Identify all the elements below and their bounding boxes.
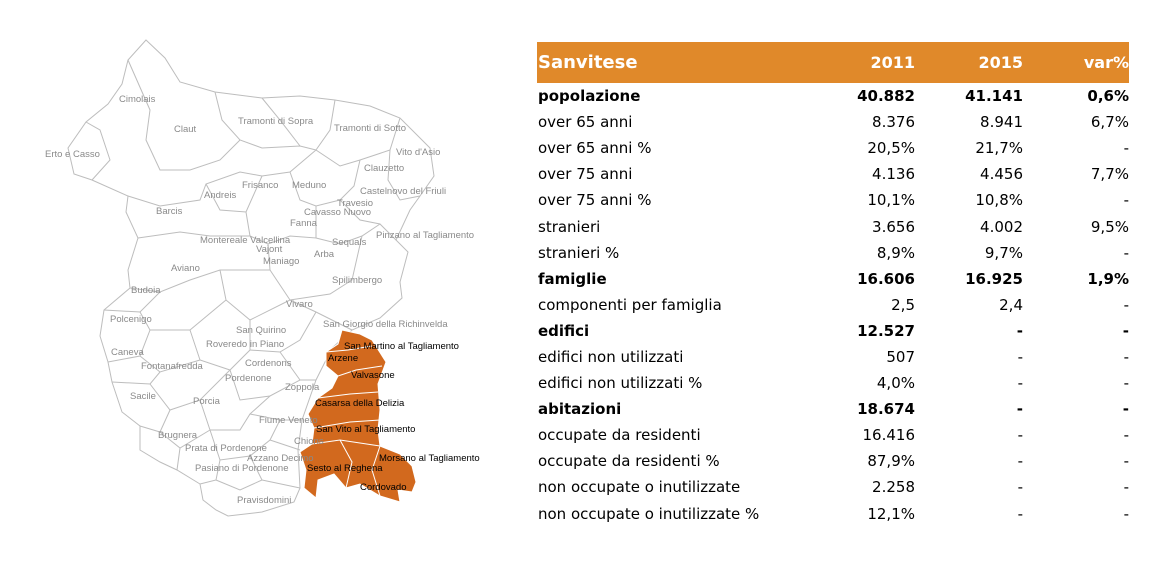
row-var-percent: -	[1123, 504, 1129, 523]
map-label-montereale: Montereale Valcellina	[200, 235, 291, 246]
row-value-2015: -	[1016, 321, 1023, 340]
map-label-san-martino: San Martino al Tagliamento	[344, 341, 459, 352]
map-label-cavasso: Cavasso Nuovo	[304, 207, 372, 218]
row-label: stranieri	[538, 217, 601, 236]
row-value-2011: 16.416	[862, 426, 915, 445]
row-value-2011: 507	[886, 347, 915, 366]
row-label: occupate da residenti %	[538, 452, 720, 471]
map-label-pravisdomini: Pravisdomini	[237, 495, 292, 506]
map-label-brugnera: Brugnera	[158, 430, 198, 441]
map-label-spilimbergo: Spilimbergo	[332, 275, 383, 286]
table-row	[537, 344, 1129, 370]
row-var-percent: -	[1122, 321, 1129, 340]
row-label: edifici	[538, 321, 590, 340]
row-label: over 65 anni %	[538, 139, 652, 158]
row-var-percent: 6,7%	[1090, 113, 1129, 132]
row-label: stranieri %	[538, 243, 620, 262]
row-var-percent: 1,9%	[1087, 269, 1129, 288]
map-svg	[40, 38, 500, 528]
table-row	[537, 292, 1129, 318]
table-header-row	[537, 42, 1129, 83]
map-label-san-quirino: San Quirino	[236, 325, 287, 336]
row-value-2011: 2,5	[891, 295, 915, 314]
map-label-arba: Arba	[314, 249, 335, 260]
map-label-sesto: Sesto al Reghena	[307, 463, 383, 474]
row-value-2011: 12,1%	[867, 504, 915, 523]
map-label-pordenone: Pordenone	[225, 373, 272, 384]
map-label-caneva: Caneva	[111, 347, 144, 358]
table-row	[537, 161, 1129, 187]
map-label-fiume-veneto: Fiume Veneto	[259, 415, 318, 426]
table-row	[537, 474, 1129, 500]
header-var-percent: var%	[1023, 42, 1129, 83]
map-label-pasiano: Pasiano di Pordenone	[195, 463, 289, 474]
row-value-2015: 9,7%	[984, 243, 1023, 262]
map-label-san-giorgio: San Giorgio della Richinvelda	[323, 319, 448, 330]
map-label-polcenigo: Polcenigo	[110, 314, 152, 325]
row-value-2015: 2,4	[999, 295, 1023, 314]
table-row	[537, 187, 1129, 213]
row-value-2015: -	[1017, 347, 1023, 366]
row-var-percent: -	[1123, 452, 1129, 471]
map-label-vito-asio: Vito d'Asio	[396, 147, 441, 158]
table-row	[537, 240, 1129, 266]
row-var-percent: 0,6%	[1087, 87, 1129, 106]
table-row	[537, 109, 1129, 135]
row-value-2015: -	[1017, 452, 1023, 471]
row-label: edifici non utilizzati	[538, 347, 684, 366]
map-label-budoia: Budoia	[131, 285, 161, 296]
map-label-tramonti-sopra: Tramonti di Sopra	[238, 116, 314, 127]
map-label-prata: Prata di Pordenone	[185, 443, 267, 454]
row-label: non occupate o inutilizzate %	[538, 504, 760, 523]
row-var-percent: 9,5%	[1090, 217, 1129, 236]
map-label-cordovado: Cordovado	[360, 482, 407, 493]
row-label: componenti per famiglia	[538, 295, 722, 314]
row-label: famiglie	[538, 269, 607, 288]
row-label: over 65 anni	[538, 113, 633, 132]
map-label-roveredo: Roveredo in Piano	[206, 339, 285, 350]
row-value-2011: 8,9%	[876, 243, 915, 262]
row-value-2011: 4,0%	[876, 374, 915, 393]
header-area-name: Sanvitese	[537, 42, 807, 83]
row-var-percent: -	[1123, 478, 1129, 497]
row-value-2015: 4.002	[980, 217, 1023, 236]
table-row	[537, 501, 1129, 527]
map-label-barcis: Barcis	[156, 206, 183, 217]
map-label-frisanco: Frisanco	[242, 180, 279, 191]
row-value-2011: 12.527	[857, 321, 915, 340]
row-value-2015: -	[1017, 426, 1023, 445]
row-value-2015: 10,8%	[975, 191, 1023, 210]
row-label: over 75 anni	[538, 165, 633, 184]
table-row	[537, 448, 1129, 474]
table-row	[537, 83, 1129, 109]
row-value-2015: 8.941	[980, 113, 1023, 132]
row-value-2015: -	[1016, 400, 1023, 419]
map-label-cimolais: Cimolais	[119, 94, 156, 105]
row-value-2011: 2.258	[872, 478, 915, 497]
map-label-casarsa: Casarsa della Delizia	[315, 398, 405, 409]
table-row	[537, 266, 1129, 292]
row-value-2011: 20,5%	[867, 139, 915, 158]
row-var-percent: -	[1123, 295, 1129, 314]
stats-table	[537, 42, 1129, 527]
map-label-aviano: Aviano	[171, 263, 200, 274]
row-var-percent: -	[1122, 400, 1129, 419]
row-value-2011: 3.656	[872, 217, 915, 236]
map-label-fanna: Fanna	[290, 218, 317, 229]
row-var-percent: -	[1123, 347, 1129, 366]
row-value-2011: 40.882	[857, 87, 915, 106]
row-value-2015: 21,7%	[975, 139, 1023, 158]
map-label-azzano: Azzano Decimo	[247, 453, 314, 464]
row-label: occupate da residenti	[538, 426, 701, 445]
row-var-percent: -	[1123, 243, 1129, 262]
table-row	[537, 213, 1129, 239]
row-value-2011: 16.606	[857, 269, 915, 288]
province-map	[40, 38, 500, 528]
map-label-cordenons: Cordenons	[245, 358, 292, 369]
table-body	[537, 83, 1129, 527]
map-label-pinzano: Pinzano al Tagliamento	[376, 230, 475, 241]
row-value-2015: -	[1017, 478, 1023, 497]
map-label-arzene: Arzene	[328, 353, 359, 364]
row-value-2015: 16.925	[965, 269, 1023, 288]
row-label: non occupate o inutilizzate	[538, 478, 741, 497]
row-label: abitazioni	[538, 400, 622, 419]
row-var-percent: 7,7%	[1090, 165, 1129, 184]
map-label-tramonti-sotto: Tramonti di Sotto	[334, 123, 406, 134]
row-var-percent: -	[1123, 426, 1129, 445]
row-value-2011: 87,9%	[867, 452, 915, 471]
row-value-2011: 10,1%	[867, 191, 915, 210]
table-row	[537, 135, 1129, 161]
map-label-castelnovo: Castelnovo del Friuli	[360, 186, 447, 197]
map-label-morsano: Morsano al Tagliamento	[379, 453, 480, 464]
header-year-2015: 2015	[915, 42, 1023, 83]
map-label-claut: Claut	[174, 124, 197, 135]
map-label-andreis: Andreis	[204, 190, 237, 201]
row-label: over 75 anni %	[538, 191, 652, 210]
map-label-san-vito: San Vito al Tagliamento	[316, 424, 416, 435]
map-label-sequals: Sequals	[332, 237, 367, 248]
map-label-meduno: Meduno	[292, 180, 327, 191]
table-row	[537, 396, 1129, 422]
map-label-travesio: Travesio	[337, 198, 374, 209]
row-label: edifici non utilizzati %	[538, 374, 703, 393]
map-label-sacile: Sacile	[130, 391, 156, 402]
row-value-2011: 8.376	[872, 113, 915, 132]
map-label-zoppola: Zoppola	[285, 382, 320, 393]
map-label-vajont: Vajont	[256, 244, 283, 255]
row-label: popolazione	[538, 87, 641, 106]
map-label-porcia: Porcia	[193, 396, 220, 407]
map-label-clauzetto: Clauzetto	[364, 163, 405, 174]
table-row	[537, 318, 1129, 344]
map-label-fontanafredda: Fontanafredda	[141, 361, 203, 372]
row-value-2015: -	[1017, 504, 1023, 523]
row-var-percent: -	[1123, 374, 1129, 393]
row-value-2015: -	[1017, 374, 1023, 393]
row-value-2011: 18.674	[857, 400, 915, 419]
header-year-2011: 2011	[807, 42, 915, 83]
row-value-2011: 4.136	[872, 165, 915, 184]
map-label-maniago: Maniago	[263, 256, 300, 267]
table-row	[537, 422, 1129, 448]
table-row	[537, 370, 1129, 396]
map-label-chions: Chions	[294, 436, 324, 447]
row-value-2015: 41.141	[965, 87, 1023, 106]
map-label-erto: Erto e Casso	[45, 149, 100, 160]
map-label-valvasone: Valvasone	[351, 370, 395, 381]
row-value-2015: 4.456	[980, 165, 1023, 184]
map-label-vivaro: Vivaro	[286, 299, 313, 310]
row-var-percent: -	[1123, 191, 1129, 210]
row-var-percent: -	[1123, 139, 1129, 158]
